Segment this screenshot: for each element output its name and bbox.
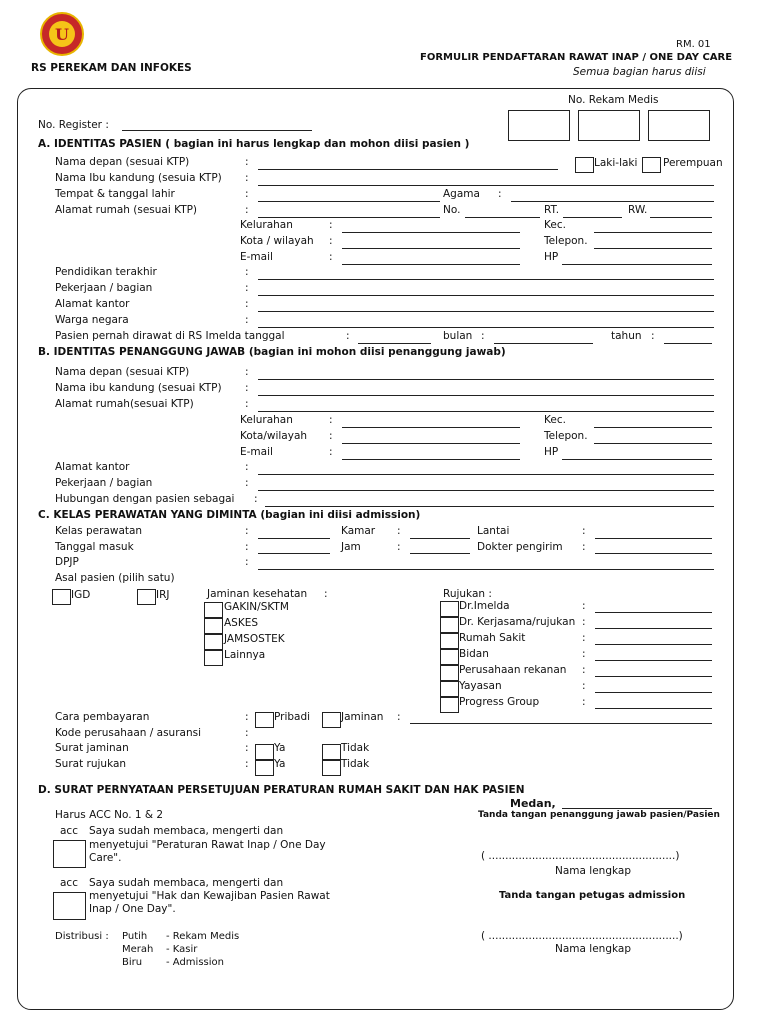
colon: :	[245, 172, 249, 184]
colon: :	[245, 556, 249, 568]
colon: :	[329, 251, 333, 263]
warga-input[interactable]	[258, 327, 714, 328]
form-title: FORMULIR PENDAFTARAN RAWAT INAP / ONE DAY CARE	[420, 52, 733, 63]
surat-rujukan-tidak-checkbox[interactable]	[322, 760, 341, 776]
logo-letter: U	[55, 25, 69, 44]
pernah-tahun-input[interactable]	[664, 343, 712, 344]
acc-1-checkbox[interactable]	[53, 840, 86, 868]
label: Cara pembayaran	[55, 711, 150, 723]
label: Pribadi	[274, 711, 311, 723]
rujukan-yayasan-input[interactable]	[595, 692, 712, 693]
label: Laki-laki	[594, 157, 638, 169]
colon: :	[245, 188, 249, 200]
colon: :	[582, 525, 586, 537]
statement-1-text: menyetujui "Peraturan Rawat Inap / One Day	[89, 839, 326, 851]
pernah-tanggal-input[interactable]	[358, 343, 431, 344]
jam-input[interactable]	[410, 553, 470, 554]
hp-input[interactable]	[562, 264, 712, 265]
label: HP	[544, 446, 559, 458]
laki-checkbox[interactable]	[575, 157, 594, 173]
surat-jaminan-ya-checkbox[interactable]	[255, 744, 274, 760]
colon: :	[245, 525, 249, 537]
perempuan-checkbox[interactable]	[642, 157, 661, 173]
rujukan-kerjasama-input[interactable]	[595, 628, 712, 629]
pj-hp-input[interactable]	[562, 459, 712, 460]
statement-1-text: Care".	[89, 852, 122, 864]
colon: :	[582, 648, 586, 660]
label: Nama lengkap	[555, 865, 631, 877]
colon: :	[498, 188, 502, 200]
label: Kelurahan	[240, 414, 293, 426]
colon: :	[329, 414, 333, 426]
label: Dr.Imelda	[459, 600, 510, 612]
ttl-input[interactable]	[258, 201, 440, 202]
label: Kelurahan	[240, 219, 293, 231]
colon: :	[254, 493, 258, 505]
label: No.	[443, 204, 461, 216]
irj-checkbox[interactable]	[137, 589, 156, 605]
colon: :	[245, 742, 249, 754]
label: Jaminan kesehatan	[207, 588, 308, 600]
pj-telepon-input[interactable]	[594, 443, 712, 444]
colon: :	[245, 461, 249, 473]
colon: :	[324, 588, 328, 600]
label: Nama lengkap	[555, 943, 631, 955]
rujukan-kerjasama-checkbox[interactable]	[440, 617, 459, 633]
colon: :	[245, 266, 249, 278]
rujukan-yayasan-checkbox[interactable]	[440, 681, 459, 697]
colon: :	[245, 282, 249, 294]
label: RT.	[544, 204, 560, 216]
label: Kode perusahaan / asuransi	[55, 727, 201, 739]
signature-title: Tanda tangan petugas admission	[499, 890, 686, 901]
label: Tanggal masuk	[55, 541, 134, 553]
label: Lainnya	[224, 649, 266, 661]
kec-input[interactable]	[594, 232, 712, 233]
label: Alamat kantor	[55, 298, 130, 310]
colon: :	[245, 398, 249, 410]
label: Pasien pernah dirawat di RS Imelda tanggal	[55, 330, 285, 342]
label: Rujukan :	[443, 588, 492, 600]
rujukan-rs-checkbox[interactable]	[440, 633, 459, 649]
label: Kelas perawatan	[55, 525, 143, 537]
colon: :	[582, 616, 586, 628]
hospital-logo	[40, 12, 84, 56]
rw-input[interactable]	[650, 217, 712, 218]
colon: :	[346, 330, 350, 342]
colon: :	[245, 366, 249, 378]
colon: :	[651, 330, 655, 342]
colon: :	[397, 541, 401, 553]
colon: :	[582, 664, 586, 676]
dist-color: Biru	[122, 957, 143, 968]
label: Perusahaan rekanan	[459, 664, 567, 676]
label: Kec.	[544, 414, 566, 426]
kota-input[interactable]	[342, 248, 520, 249]
signature-line[interactable]: ( .........................................................)	[481, 930, 683, 942]
label: JAMSOSTEK	[224, 633, 285, 645]
colon: :	[245, 382, 249, 394]
label: Pekerjaan / bagian	[55, 282, 153, 294]
surat-jaminan-tidak-checkbox[interactable]	[322, 744, 341, 760]
rujukan-bidan-input[interactable]	[595, 660, 712, 661]
colon: :	[245, 298, 249, 310]
pj-ibu-input[interactable]	[258, 395, 714, 396]
label: ASKES	[224, 617, 259, 629]
label: HP	[544, 251, 559, 263]
label: Agama	[443, 188, 480, 200]
label: Nama ibu kandung (sesuai KTP)	[55, 382, 222, 394]
label: Kamar	[341, 525, 376, 537]
dokter-input[interactable]	[595, 553, 712, 554]
colon: :	[245, 541, 249, 553]
medan-date-input[interactable]	[562, 808, 712, 809]
rekam-medis-box-2[interactable]	[578, 110, 640, 141]
label: E-mail	[240, 251, 273, 263]
register-input[interactable]	[122, 130, 312, 131]
jamsostek-checkbox[interactable]	[204, 634, 223, 650]
statement-2-text: menyetujui "Hak dan Kewajiban Pasien Rawat	[89, 890, 330, 902]
section-a-title: A. IDENTITAS PASIEN ( bagian ini harus lengkap dan mohon diisi pasien )	[38, 138, 470, 150]
gakin-checkbox[interactable]	[204, 602, 223, 618]
statement-2-text: Saya sudah membaca, mengerti dan	[89, 877, 284, 889]
statement-1-text: Saya sudah membaca, mengerti dan	[89, 825, 284, 837]
dist-color: Merah	[122, 944, 154, 955]
label: DPJP	[55, 556, 79, 568]
pekerjaan-input[interactable]	[258, 295, 714, 296]
label: Telepon.	[544, 235, 588, 247]
kelas-input[interactable]	[258, 538, 330, 539]
telepon-input[interactable]	[594, 248, 712, 249]
label: Bidan	[459, 648, 489, 660]
lantai-input[interactable]	[595, 538, 712, 539]
pendidikan-input[interactable]	[258, 279, 714, 280]
label: Warga negara	[55, 314, 129, 326]
signature-line[interactable]: ( ........................................................)	[481, 850, 680, 862]
label: Alamat rumah (sesuai KTP)	[55, 204, 198, 216]
pj-alamat-input[interactable]	[258, 411, 714, 412]
label: Distribusi :	[55, 931, 109, 942]
kamar-input[interactable]	[410, 538, 470, 539]
label: E-mail	[240, 446, 273, 458]
colon: :	[397, 711, 401, 723]
form-code: RM. 01	[676, 39, 711, 50]
colon: :	[245, 156, 249, 168]
agama-input[interactable]	[511, 201, 714, 202]
colon: :	[582, 600, 586, 612]
colon: :	[245, 758, 249, 770]
label: bulan	[443, 330, 473, 342]
register-label: No. Register :	[38, 119, 109, 131]
label: Progress Group	[459, 696, 540, 708]
tanggal-masuk-input[interactable]	[258, 553, 330, 554]
signature-title: Tanda tangan penanggung jawab pasien/Pasien	[478, 810, 720, 820]
label: Ya	[274, 742, 286, 754]
jaminan-input[interactable]	[410, 723, 712, 724]
label: acc	[60, 877, 78, 889]
colon: :	[329, 235, 333, 247]
pj-kota-input[interactable]	[342, 443, 520, 444]
label: GAKIN/SKTM	[224, 601, 289, 613]
no-input[interactable]	[465, 217, 540, 218]
rt-input[interactable]	[563, 217, 622, 218]
label: Telepon.	[544, 430, 588, 442]
section-b-title: B. IDENTITAS PENANGGUNG JAWAB (bagian ini mohon diisi penanggung jawab)	[38, 346, 506, 358]
igd-checkbox[interactable]	[52, 589, 71, 605]
label: Surat rujukan	[55, 758, 127, 770]
rujukan-imelda-checkbox[interactable]	[440, 601, 459, 617]
colon: :	[245, 711, 249, 723]
label: tahun	[611, 330, 642, 342]
rujukan-perusahaan-input[interactable]	[595, 676, 712, 677]
label: Pekerjaan / bagian	[55, 477, 153, 489]
section-d-title: D. SURAT PERNYATAAN PERSETUJUAN PERATURAN RUMAH SAKIT DAN HAK PASIEN	[38, 784, 525, 796]
rekam-medis-box-1[interactable]	[508, 110, 570, 141]
statement-2-text: Inap / One Day".	[89, 903, 176, 915]
label: Tempat & tanggal lahir	[55, 188, 175, 200]
colon: :	[329, 219, 333, 231]
rujukan-progress-checkbox[interactable]	[440, 697, 459, 713]
rujukan-bidan-checkbox[interactable]	[440, 649, 459, 665]
label: Yayasan	[459, 680, 502, 692]
pj-kelurahan-input[interactable]	[342, 427, 520, 428]
pj-pekerjaan-input[interactable]	[258, 490, 714, 491]
label: IRJ	[156, 589, 170, 601]
label: Jam	[341, 541, 361, 553]
label: Surat jaminan	[55, 742, 129, 754]
label: Jaminan	[341, 711, 384, 723]
jaminan-checkbox[interactable]	[322, 712, 341, 728]
colon: :	[582, 541, 586, 553]
colon: :	[329, 430, 333, 442]
colon: :	[329, 446, 333, 458]
ibu-input[interactable]	[258, 185, 714, 186]
rujukan-rs-input[interactable]	[595, 644, 712, 645]
kelurahan-input[interactable]	[342, 232, 520, 233]
label: Alamat rumah(sesuai KTP)	[55, 398, 194, 410]
colon: :	[245, 314, 249, 326]
pj-kantor-input[interactable]	[258, 474, 714, 475]
colon: :	[481, 330, 485, 342]
email-input[interactable]	[342, 264, 520, 265]
surat-rujukan-ya-checkbox[interactable]	[255, 760, 274, 776]
label: Alamat kantor	[55, 461, 130, 473]
pernah-bulan-input[interactable]	[494, 343, 593, 344]
dist-target: - Rekam Medis	[166, 931, 240, 942]
label: IGD	[71, 589, 91, 601]
label: Nama depan (sesuai KTP)	[55, 156, 190, 168]
rujukan-progress-input[interactable]	[595, 708, 712, 709]
lainnya-checkbox[interactable]	[204, 650, 223, 666]
colon: :	[397, 525, 401, 537]
section-c-title: C. KELAS PERAWATAN YANG DIMINTA (bagian ini diisi admission)	[38, 509, 421, 521]
pj-email-input[interactable]	[342, 459, 520, 460]
acc-2-checkbox[interactable]	[53, 892, 86, 920]
rekam-medis-box-3[interactable]	[648, 110, 710, 141]
label: Nama depan (sesuai KTP)	[55, 366, 190, 378]
colon: :	[245, 727, 249, 739]
dist-target: - Admission	[166, 957, 224, 968]
label: Perempuan	[663, 157, 723, 169]
label: Lantai	[477, 525, 510, 537]
rujukan-perusahaan-checkbox[interactable]	[440, 665, 459, 681]
form-subtitle: Semua bagian harus diisi	[573, 66, 706, 78]
alamat-input[interactable]	[258, 217, 440, 218]
pj-kec-input[interactable]	[594, 427, 712, 428]
label: Rumah Sakit	[459, 632, 526, 644]
dpjp-input[interactable]	[258, 569, 714, 570]
colon: :	[582, 632, 586, 644]
dist-target: - Kasir	[166, 944, 198, 955]
label: Tidak	[341, 742, 370, 754]
label: Dr. Kerjasama/rujukan	[459, 616, 576, 628]
medan-label: Medan,	[510, 797, 556, 810]
pj-hubungan-input[interactable]	[265, 506, 714, 507]
dist-color: Putih	[122, 931, 148, 942]
label: Kec.	[544, 219, 566, 231]
label: Nama Ibu kandung (sesuia KTP)	[55, 172, 222, 184]
rujukan-imelda-input[interactable]	[595, 612, 712, 613]
pribadi-checkbox[interactable]	[255, 712, 274, 728]
colon: :	[245, 204, 249, 216]
label: Dokter pengirim	[477, 541, 563, 553]
hospital-name: RS PEREKAM DAN INFOKES	[31, 62, 192, 74]
colon: :	[245, 477, 249, 489]
label: Tidak	[341, 758, 370, 770]
rekam-medis-label: No. Rekam Medis	[568, 94, 659, 106]
label: Hubungan dengan pasien sebagai	[55, 493, 235, 505]
label: Harus ACC No. 1 & 2	[55, 809, 164, 821]
label: Pendidikan terakhir	[55, 266, 157, 278]
label: Asal pasien (pilih satu)	[55, 572, 175, 584]
nama-depan-input[interactable]	[258, 169, 558, 170]
colon: :	[582, 696, 586, 708]
label: Ya	[274, 758, 286, 770]
label: RW.	[628, 204, 648, 216]
askes-checkbox[interactable]	[204, 618, 223, 634]
pj-nama-input[interactable]	[258, 379, 714, 380]
kantor-input[interactable]	[258, 311, 714, 312]
label: Kota / wilayah	[240, 235, 314, 247]
label: Kota/wilayah	[240, 430, 308, 442]
colon: :	[582, 680, 586, 692]
label: acc	[60, 825, 78, 837]
